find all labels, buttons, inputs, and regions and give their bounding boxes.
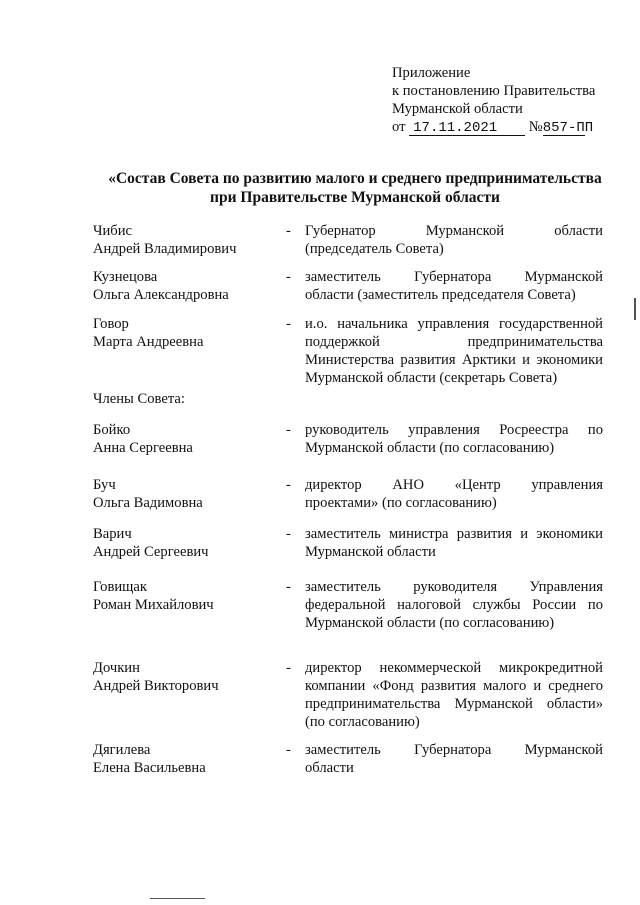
- member-given-names: Елена Васильевна: [93, 760, 206, 776]
- position-line: (по согласованию): [305, 714, 420, 730]
- position-line: (председатель Совета): [305, 241, 444, 257]
- resolution-number: 857-ПП: [542, 120, 594, 136]
- member-position: [305, 578, 603, 632]
- member-name: [93, 741, 278, 777]
- member-name: [93, 476, 278, 512]
- position-line: заместитель Губернатора Мурманской: [305, 269, 603, 285]
- member-surname: Бойко: [93, 422, 131, 438]
- margin-scan-mark: [634, 298, 636, 320]
- annex-header: [392, 64, 595, 136]
- position-line: компании «Фонд развития малого и среднего: [305, 678, 603, 694]
- position-line: заместитель министра развития и экономики: [305, 526, 603, 542]
- member-surname: Говищак: [93, 579, 147, 595]
- row-dash: -: [286, 269, 291, 285]
- member-given-names: Марта Андреевна: [93, 334, 204, 350]
- member-name: [93, 659, 278, 695]
- position-line: руководитель управления Росреестра по: [305, 422, 603, 438]
- title-line-2: при Правительстве Мурманской области: [210, 189, 500, 206]
- member-position: [305, 315, 603, 387]
- member-name: [93, 268, 278, 304]
- member-position: [305, 222, 603, 258]
- member-surname: Дягилева: [93, 742, 151, 758]
- position-line: проектами» (по согласованию): [305, 495, 497, 511]
- row-dash: -: [286, 477, 291, 493]
- member-given-names: Ольга Александровна: [93, 287, 229, 303]
- date-prefix: от: [392, 119, 406, 135]
- position-line: поддержкой предпринимательства: [305, 334, 603, 350]
- row-dash: -: [286, 742, 291, 758]
- member-name: [93, 525, 278, 561]
- member-name: [93, 222, 278, 258]
- annex-date-line: [392, 118, 595, 136]
- position-line: директор некоммерческой микрокредитной: [305, 660, 603, 676]
- footer-scan-mark: [150, 898, 205, 899]
- position-line: Министерства развития Арктики и экономики: [305, 352, 603, 368]
- annex-line-3: Мурманской области: [392, 101, 523, 117]
- member-name: [93, 421, 278, 457]
- member-given-names: Андрей Владимирович: [93, 241, 237, 257]
- position-line: директор АНО «Центр управления: [305, 477, 603, 493]
- member-given-names: Андрей Викторович: [93, 678, 219, 694]
- position-line: заместитель руководителя Управления: [305, 579, 603, 595]
- member-position: [305, 476, 603, 512]
- member-position: [305, 659, 603, 731]
- row-dash: -: [286, 223, 291, 239]
- member-position: [305, 741, 603, 777]
- row-dash: -: [286, 422, 291, 438]
- position-line: Мурманской области (по согласованию): [305, 615, 555, 631]
- member-given-names: Андрей Сергеевич: [93, 544, 209, 560]
- row-dash: -: [286, 579, 291, 595]
- member-given-names: Ольга Вадимовна: [93, 495, 203, 511]
- resolution-date: 17.11.2021: [409, 121, 525, 136]
- member-surname: Варич: [93, 526, 132, 542]
- annex-line-1: Приложение: [392, 65, 471, 81]
- position-line: Губернатор Мурманской области: [305, 223, 603, 239]
- position-line: области (заместитель председателя Совета): [305, 287, 576, 303]
- member-position: [305, 525, 603, 561]
- member-given-names: Анна Сергеевна: [93, 440, 193, 456]
- member-given-names: Роман Михайлович: [93, 597, 214, 613]
- row-dash: -: [286, 660, 291, 676]
- member-surname: Чибис: [93, 223, 133, 239]
- position-line: предпринимательства Мурманской области»: [305, 696, 603, 712]
- position-line: федеральной налоговой службы России по: [305, 597, 603, 613]
- position-line: Мурманской области (секретарь Совета): [305, 370, 558, 386]
- title-line-1: «Состав Совета по развитию малого и среднего предпринимательства: [108, 170, 602, 187]
- document-title: [60, 169, 640, 207]
- position-line: Мурманской области (по согласованию): [305, 440, 555, 456]
- member-name: [93, 578, 278, 614]
- position-line: и.о. начальника управления государственной: [305, 316, 603, 332]
- member-surname: Дочкин: [93, 660, 140, 676]
- row-dash: -: [286, 526, 291, 542]
- position-line: Мурманской области: [305, 544, 436, 560]
- member-surname: Говор: [93, 316, 129, 332]
- members-heading: Члены Совета:: [93, 391, 185, 407]
- number-prefix: №: [528, 119, 543, 135]
- member-surname: Буч: [93, 477, 116, 493]
- position-line: области: [305, 760, 354, 776]
- row-dash: -: [286, 316, 291, 332]
- position-line: заместитель Губернатора Мурманской: [305, 742, 603, 758]
- member-position: [305, 421, 603, 457]
- member-name: [93, 315, 278, 351]
- member-surname: Кузнецова: [93, 269, 158, 285]
- annex-line-2: к постановлению Правительства: [392, 83, 596, 99]
- member-position: [305, 268, 603, 304]
